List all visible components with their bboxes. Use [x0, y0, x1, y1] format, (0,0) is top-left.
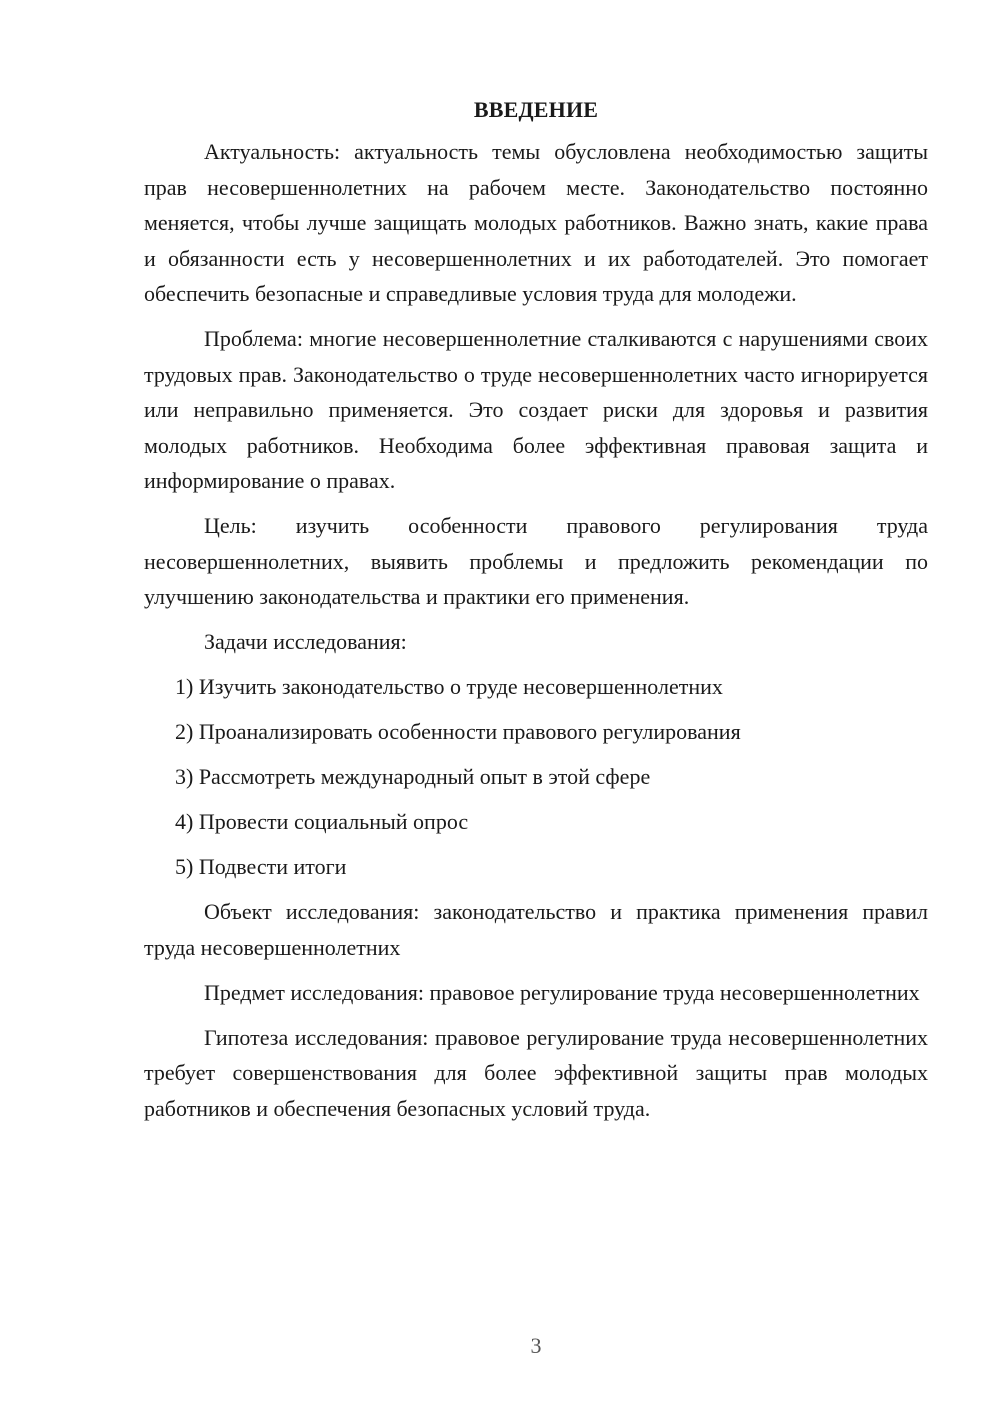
page-number: 3 — [530, 1333, 542, 1358]
paragraph-tasks-heading: Задачи исследования: — [204, 629, 407, 654]
paragraph-subject: Предмет исследования: правовое регулирование труда несовершеннолетних — [204, 979, 920, 1005]
list-item: 4) Провести социальный опрос — [175, 809, 469, 834]
paragraph-goal: Цель: изучить особенности правового регулирования труда несовершеннолетних, выявить проблемы и предложить рекомендации по улучшению законодательства и практики его применения. — [144, 513, 928, 609]
paragraph-problem: Проблема: многие несовершеннолетние сталкиваются с нарушениями своих трудовых прав. Законодательство о труде несовершеннолетних часто игнорируется или неправильно применяется. Это создает риски для здоровья и развития молодых работников. Необходима более эффективная правовая защита и информирование о правах. — [144, 326, 928, 493]
section-title: ВВЕДЕНИЕ — [473, 97, 599, 122]
paragraph-hypothesis: Гипотеза исследования: правовое регулирование труда несовершеннолетних требует совершенствования для более эффективной защиты прав молодых работников и обеспечения безопасных условий труда. — [144, 1024, 928, 1121]
list-item: 5) Подвести итоги — [175, 854, 347, 879]
tasks-list — [144, 669, 928, 885]
document-page — [144, 92, 928, 1136]
paragraph-object: Объект исследования: законодательство и практика применения правил труда несовершеннолетних — [144, 899, 928, 960]
list-item: 2) Проанализировать особенности правового регулирования — [175, 719, 741, 744]
paragraph-relevance: Актуальность: актуальность темы обусловлена необходимостью защиты прав несовершеннолетних на рабочем месте. Законодательство постоянно меняется, чтобы лучше защищать молодых работников. Важно знать, какие права и обязанности есть у несовершеннолетних и их работодателей. Это помогает обеспечить безопасные и справедливые условия труда для молодежи. — [144, 139, 928, 306]
list-item: 1) Изучить законодательство о труде несовершеннолетних — [175, 674, 723, 699]
list-item: 3) Рассмотреть международный опыт в этой сфере — [175, 764, 651, 789]
